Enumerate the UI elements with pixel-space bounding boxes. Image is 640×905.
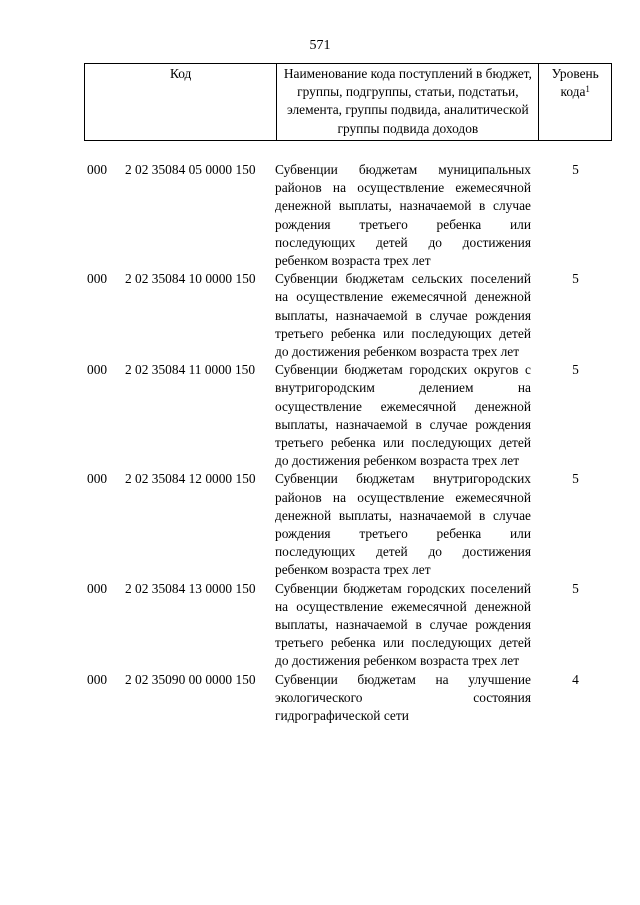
- code-level: 5: [572, 471, 579, 487]
- admin-code: 000: [87, 471, 108, 487]
- table-row: [84, 361, 612, 470]
- code-level: 5: [572, 580, 579, 596]
- code-level: 5: [572, 271, 579, 287]
- header-code: [85, 64, 277, 141]
- admin-code: 000: [87, 580, 108, 596]
- table-row: [84, 270, 612, 361]
- income-name: Субвенции бюджетам внутригородских районов на осуществление ежемесячной денежной выплаты, назначаемой в случае рождения третьего ребенка или последующих детей до достижения ребенком возраста трех лет: [275, 471, 531, 578]
- admin-code: 000: [87, 362, 108, 378]
- table-row: [84, 470, 612, 579]
- table-header: [84, 63, 612, 141]
- header-level-label: Уровень кода: [551, 66, 599, 100]
- code-level: 4: [572, 671, 579, 687]
- income-code: 2 02 35084 12 0000 150: [125, 471, 256, 487]
- code-level: 5: [572, 162, 579, 177]
- income-code: 2 02 35084 13 0000 150: [125, 580, 256, 596]
- header-level: [539, 64, 612, 141]
- income-name: Субвенции бюджетам муниципальных районов на осуществление ежемесячной денежной выплаты, назначаемой в случае рождения третьего ребенка или последующих детей до достижения ребенком возраста трех лет: [275, 162, 531, 269]
- income-code: 2 02 35084 05 0000 150: [125, 162, 256, 177]
- income-code: 2 02 35084 11 0000 150: [125, 362, 256, 378]
- header-code-label: Код: [169, 66, 192, 81]
- income-code: 2 02 35090 00 0000 150: [125, 671, 256, 687]
- header-name: [277, 64, 539, 141]
- income-name: Субвенции бюджетам городских округов с внутригородским делением на осуществление ежемесячной денежной выплаты, назначаемой в случае рождения третьего ребенка или последующих детей до достижения ребенком возраста трех лет: [275, 362, 531, 469]
- admin-code: 000: [87, 271, 108, 287]
- income-name: Субвенции бюджетам на улучшение экологического состояния гидрографической сети: [275, 671, 531, 724]
- table-body: [84, 161, 612, 725]
- page-number: 571: [309, 38, 331, 53]
- code-level: 5: [572, 362, 579, 378]
- table-row: [84, 671, 612, 726]
- footnote-mark: 1: [585, 84, 590, 95]
- income-code: 2 02 35084 10 0000 150: [125, 271, 256, 287]
- admin-code: 000: [87, 162, 108, 177]
- header-name-label: Наименование кода поступлений в бюджет, группы, подгруппы, статьи, подстатьи, элемента, группы подвида, аналитической группы подвида доходов: [283, 66, 532, 136]
- table-row: [84, 580, 612, 671]
- income-name: Субвенции бюджетам городских поселений на осуществление ежемесячной денежной выплаты, назначаемой в случае рождения третьего ребенка или последующих детей до достижения ребенком возраста трех лет: [275, 580, 531, 669]
- income-name: Субвенции бюджетам сельских поселений на осуществление ежемесячной денежной выплаты, назначаемой в случае рождения третьего ребенка или последующих детей до достижения ребенком возраста трех лет: [275, 271, 531, 360]
- admin-code: 000: [87, 671, 108, 687]
- table-row: [84, 161, 612, 270]
